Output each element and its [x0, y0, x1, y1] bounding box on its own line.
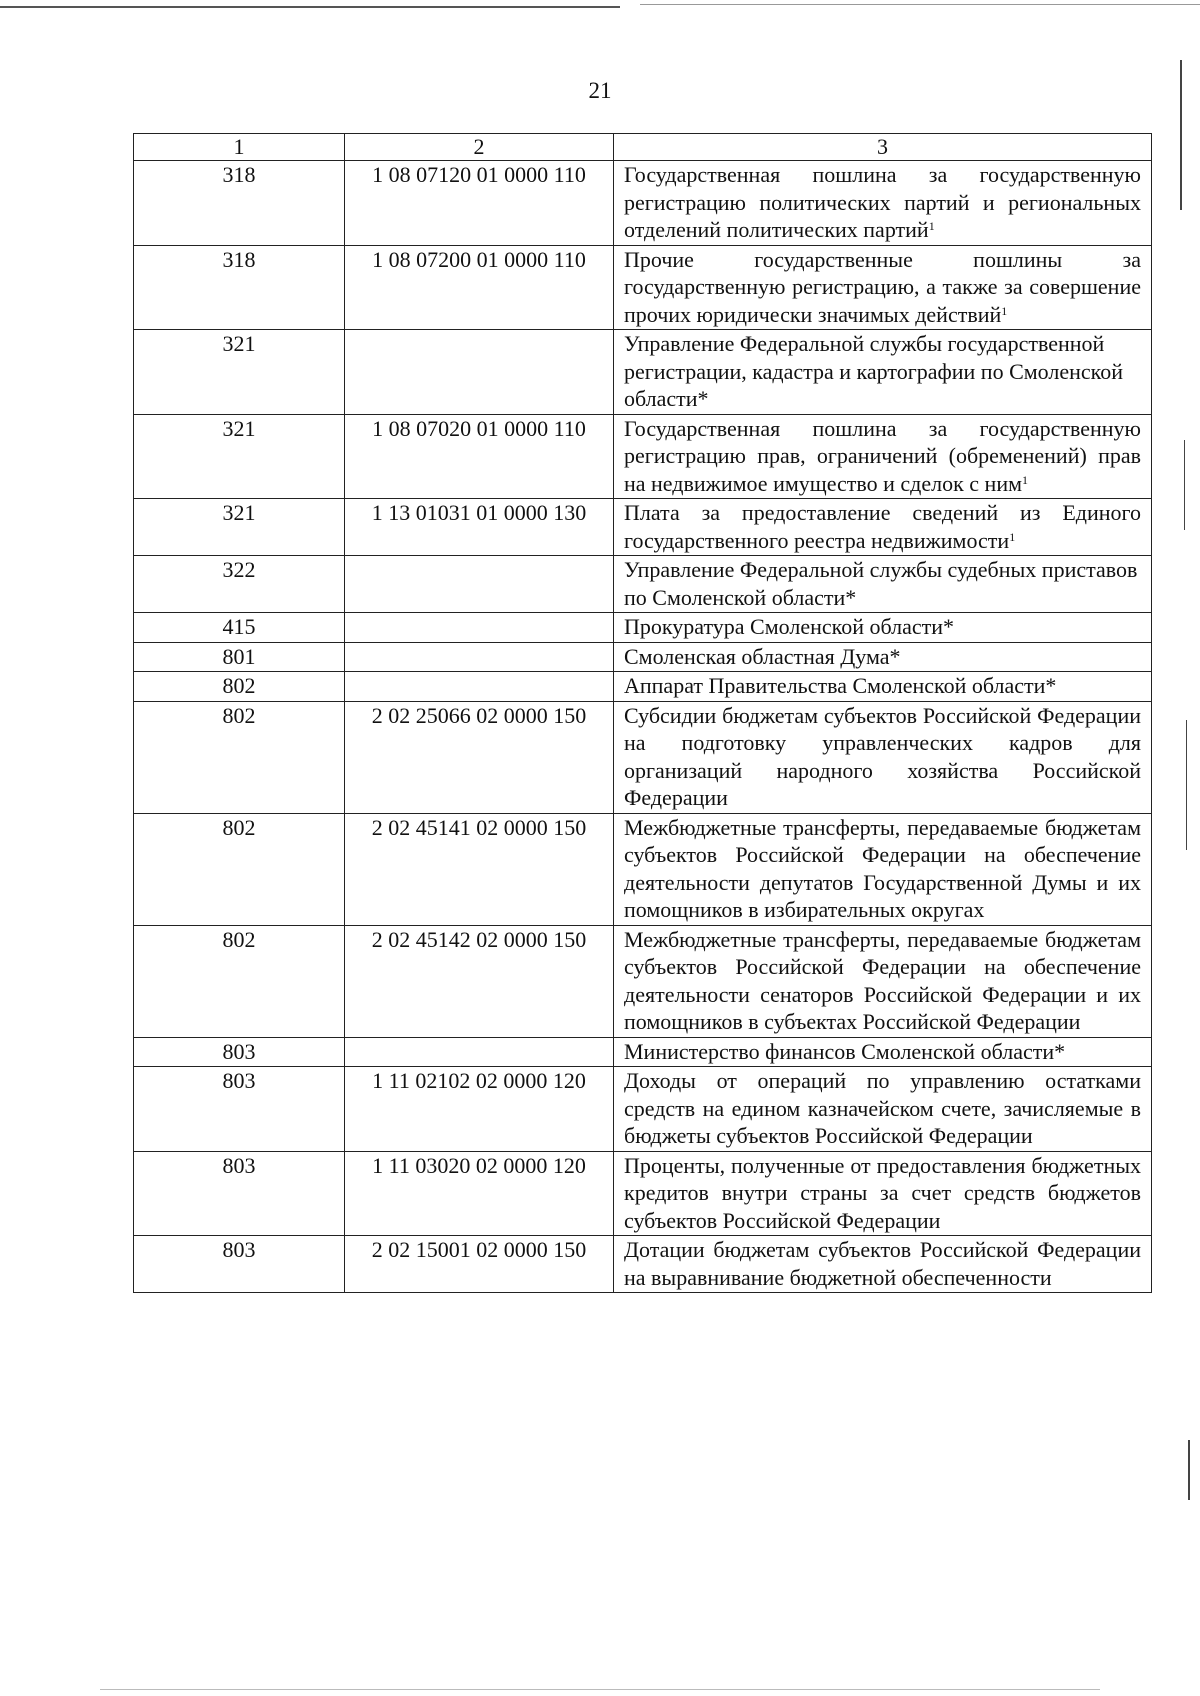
description-cell — [614, 1037, 1152, 1067]
revenue-code-cell — [345, 1037, 614, 1067]
description-text: Министерство финансов Смоленской области* — [624, 1038, 1066, 1064]
budget-codes-table — [133, 133, 1152, 1293]
column-header: 3 — [614, 134, 1152, 161]
admin-code-cell: 801 — [134, 642, 345, 672]
description-text: Проценты, полученные от предоставления бюджетных кредитов внутри страны за счет средств бюджетов субъектов Российской Федерации — [624, 1152, 1141, 1233]
revenue-code-cell — [345, 556, 614, 613]
description-cell — [614, 1236, 1152, 1293]
revenue-code-cell: 2 02 45142 02 0000 150 — [345, 925, 614, 1037]
description-text: Дотации бюджетам субъектов Российской Федерации на выравнивание бюджетной обеспеченности — [624, 1237, 1141, 1290]
revenue-code-cell: 2 02 15001 02 0000 150 — [345, 1236, 614, 1293]
footnote-marker: 1 — [1022, 472, 1029, 487]
footnote-marker: 1 — [1001, 303, 1008, 318]
admin-code-cell: 802 — [134, 925, 345, 1037]
revenue-code-cell — [345, 613, 614, 643]
description-text: Субсидии бюджетам субъектов Российской Федерации на подготовку управленческих кадров для организаций народного хозяйства Российской Федерации — [624, 702, 1141, 810]
description-text: Межбюджетные трансферты, передаваемые бюджетам субъектов Российской Федерации на обеспечение деятельности депутатов Государственной Думы и их помощников в избирательных округах — [624, 814, 1141, 922]
description-cell — [614, 925, 1152, 1037]
description-text: Государственная пошлина за государственную регистрацию прав, ограничений (обременений) прав на недвижимое имущество и сделок с ним — [624, 415, 1141, 496]
table-row — [134, 1151, 1152, 1236]
table-row — [134, 161, 1152, 246]
admin-code-cell: 803 — [134, 1067, 345, 1152]
description-text: Прочие государственные пошлины за государственную регистрацию, а также за совершение прочих юридически значимых действий — [624, 246, 1141, 327]
table-body — [134, 161, 1152, 1293]
description-cell — [614, 414, 1152, 499]
admin-code-cell: 803 — [134, 1236, 345, 1293]
table-row — [134, 245, 1152, 330]
table-row — [134, 414, 1152, 499]
description-cell — [614, 613, 1152, 643]
page-number: 21 — [588, 78, 612, 103]
scan-edge-top-faint — [640, 4, 1200, 5]
column-header: 1 — [134, 134, 345, 161]
description-text: Управление Федеральной службы государственной регистрации, кадастра и картографии по Смоленской области* — [624, 331, 1124, 411]
table-row — [134, 613, 1152, 643]
revenue-code-cell — [345, 330, 614, 415]
description-text: Управление Федеральной службы судебных приставов по Смоленской области* — [624, 557, 1138, 610]
description-cell — [614, 161, 1152, 246]
footnote-marker: 1 — [1009, 529, 1016, 544]
revenue-code-cell: 2 02 25066 02 0000 150 — [345, 701, 614, 813]
table-row — [134, 330, 1152, 415]
table-row — [134, 1067, 1152, 1152]
description-text: Межбюджетные трансферты, передаваемые бюджетам субъектов Российской Федерации на обеспечение деятельности сенаторов Российской Федерации и их помощников в субъектах Российской Федерации — [624, 926, 1141, 1034]
footnote-marker: 1 — [928, 219, 935, 233]
admin-code-cell: 318 — [134, 161, 345, 246]
description-text: Доходы от операций по управлению остатками средств на едином казначейском счете, зачисляемые в бюджеты субъектов Российской Федерации — [624, 1068, 1141, 1148]
description-cell — [614, 556, 1152, 613]
revenue-code-cell: 1 11 02102 02 0000 120 — [345, 1067, 614, 1152]
admin-code-cell: 321 — [134, 499, 345, 556]
table-row — [134, 701, 1152, 813]
description-cell — [614, 245, 1152, 330]
description-cell — [614, 642, 1152, 672]
scan-edge-right — [1184, 440, 1185, 530]
scan-edge-right — [1188, 1440, 1190, 1500]
column-header: 2 — [345, 134, 614, 161]
admin-code-cell: 415 — [134, 613, 345, 643]
table-header-row — [134, 134, 1152, 161]
revenue-code-cell: 1 08 07120 01 0000 110 — [345, 161, 614, 246]
admin-code-cell: 802 — [134, 672, 345, 702]
table-row — [134, 813, 1152, 925]
table-row — [134, 556, 1152, 613]
admin-code-cell: 322 — [134, 556, 345, 613]
revenue-code-cell: 1 13 01031 01 0000 130 — [345, 499, 614, 556]
description-cell — [614, 672, 1152, 702]
admin-code-cell: 803 — [134, 1037, 345, 1067]
admin-code-cell: 321 — [134, 414, 345, 499]
description-cell — [614, 1151, 1152, 1236]
scan-edge-bottom — [100, 1689, 1100, 1690]
admin-code-cell: 802 — [134, 813, 345, 925]
description-text: Аппарат Правительства Смоленской области* — [624, 673, 1057, 698]
description-cell — [614, 499, 1152, 556]
admin-code-cell: 803 — [134, 1151, 345, 1236]
admin-code-cell: 802 — [134, 701, 345, 813]
table-row — [134, 1236, 1152, 1293]
revenue-code-cell — [345, 672, 614, 702]
description-text: Плата за предоставление сведений из Единого государственного реестра недвижимости — [624, 500, 1141, 553]
description-text: Смоленская областная Дума* — [624, 643, 901, 669]
description-cell — [614, 330, 1152, 415]
scan-edge-top — [0, 6, 620, 8]
description-cell — [614, 813, 1152, 925]
table-row — [134, 499, 1152, 556]
revenue-code-cell: 1 08 07200 01 0000 110 — [345, 245, 614, 330]
table-row — [134, 672, 1152, 702]
description-text: Государственная пошлина за государственную регистрацию политических партий и региональных отделений политических партий — [624, 162, 1141, 242]
revenue-code-cell — [345, 642, 614, 672]
table-row — [134, 925, 1152, 1037]
table-row — [134, 1037, 1152, 1067]
description-cell — [614, 701, 1152, 813]
revenue-code-cell: 2 02 45141 02 0000 150 — [345, 813, 614, 925]
revenue-code-cell: 1 11 03020 02 0000 120 — [345, 1151, 614, 1236]
revenue-code-cell: 1 08 07020 01 0000 110 — [345, 414, 614, 499]
admin-code-cell: 318 — [134, 245, 345, 330]
table-row — [134, 642, 1152, 672]
admin-code-cell: 321 — [134, 330, 345, 415]
scan-edge-right — [1186, 720, 1187, 850]
description-text: Прокуратура Смоленской области* — [624, 614, 955, 639]
description-cell — [614, 1067, 1152, 1152]
